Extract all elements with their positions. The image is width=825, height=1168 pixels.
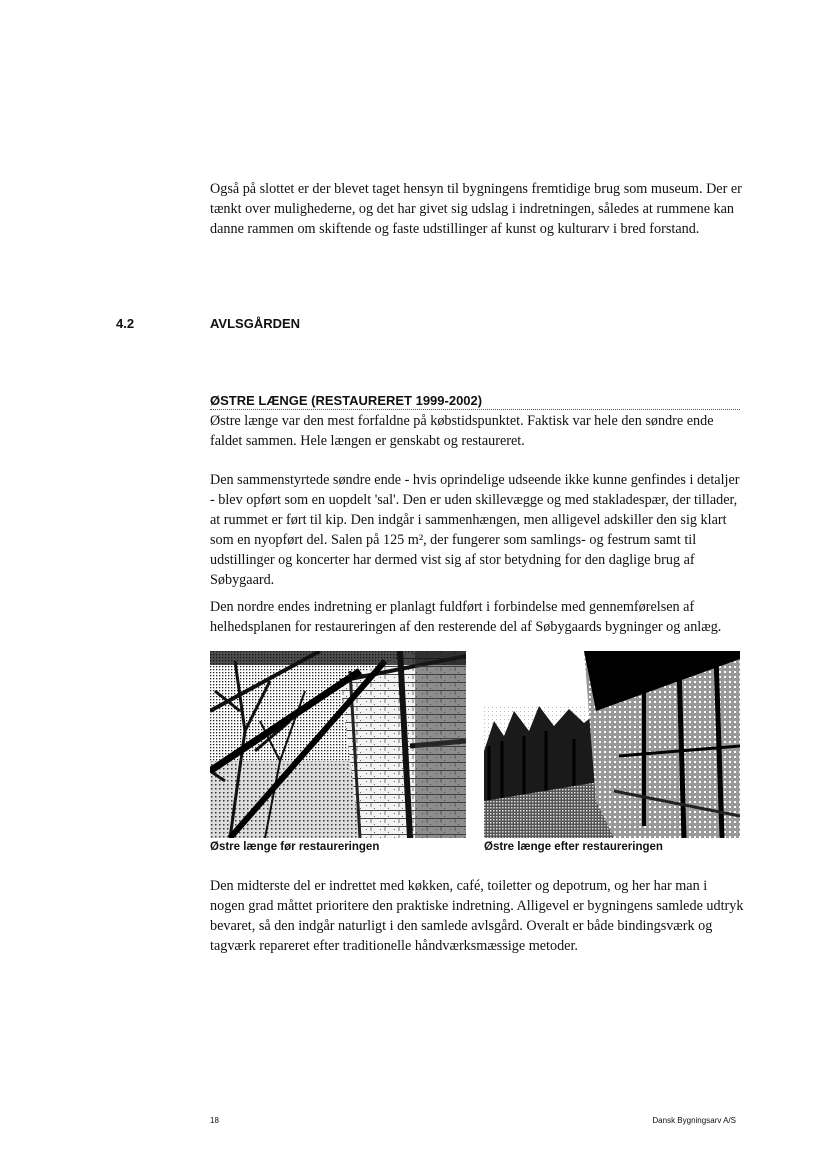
caption-after: Østre længe efter restaureringen — [484, 841, 663, 853]
paragraph-intro: Også på slottet er der blevet taget hensyn til bygningens fremtidige brug som museum. Der er tænkt over mulighederne, og det har givet sig udslag i indretningen, således at rummene kan danne rammen om skiftende og faste udstillinger af kunst og kulturarv i bred forstand. — [210, 181, 742, 237]
footer-publisher: Dansk Bygningsarv A/S — [652, 1116, 736, 1125]
photo-before-restoration — [210, 651, 466, 838]
subsection-heading: ØSTRE LÆNGE (RESTAURERET 1999-2002) — [210, 393, 740, 410]
paragraph-ostre-laenge: Østre længe var den mest forfaldne på købstidspunktet. Faktisk var hele den søndre ende faldet sammen. Hele længen er genskabt og restaureret. — [210, 413, 714, 449]
page-number: 18 — [210, 1116, 219, 1125]
paragraph-north-end: Den nordre endes indretning er planlagt fuldført i forbindelse med gennemførelsen af helhedsplanen for restaureringen af den resterende del af Søbygaards bygninger og anlæg. — [210, 599, 722, 635]
section-title: AVLSGÅRDEN — [210, 316, 301, 331]
photo-after-image — [484, 651, 740, 838]
caption-before: Østre længe før restaureringen — [210, 841, 380, 853]
photo-after-restoration — [484, 651, 740, 838]
photo-before-image — [210, 651, 466, 838]
paragraph-collapsed-end: Den sammenstyrtede søndre ende - hvis oprindelige udseende ikke kunne genfindes i detaljer - blev opført som en uopdelt 'sal'. Den er uden skillevægge og med stakladespær, der tillader, at rummet er ført til kip. Den indgår i sammenhængen, men alligevel adskiller den sig klart som en nyopført del. Salen på 125 m², der fungerer som samlings- og festrum samt til udstillinger og koncerter har dermed vist sig af stor betydning for den daglige brug af Søbygaard. — [210, 472, 740, 588]
paragraph-middle-part: Den midterste del er indrettet med køkken, café, toiletter og depotrum, og her har man i nogen grad måttet prioritere den praktiske indretning. Alligevel er bygningens samlede udtryk bevaret, så den indgår naturligt i den samlede avlsgård. Overalt er både bindingsværk og tagværk repareret efter traditionelle håndværksmæssige metoder. — [210, 878, 744, 954]
section-number: 4.2 — [116, 316, 135, 331]
